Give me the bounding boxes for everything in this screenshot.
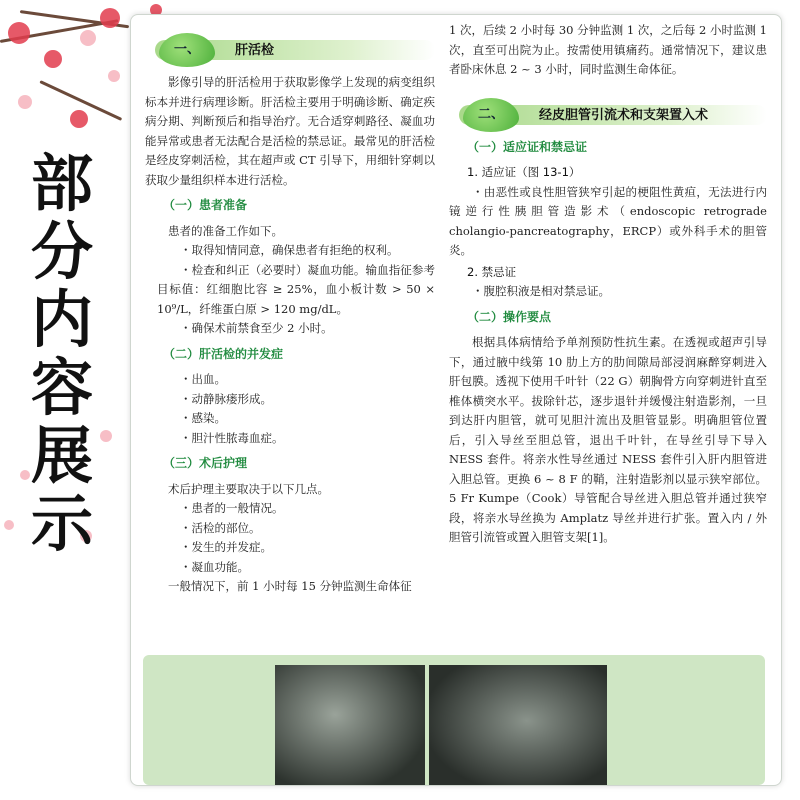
blossom <box>18 95 32 109</box>
list-item: ・检查和纠正（必要时）凝血功能。输血指征参考目标值：红细胞比容 ≥ 25%，血小板计数 > 50 × 10⁹/L，纤维蛋白原 > 120 mg/dL。 <box>157 262 435 316</box>
section-number: 一、 <box>159 33 215 67</box>
vertical-banner <box>22 147 102 560</box>
subheading-complications: （二）肝活检的并发症 <box>163 346 284 361</box>
subheading-post-care: （三）术后护理 <box>163 456 248 470</box>
continued-paragraph: 1 次，后续 2 小时每 30 分钟监测 1 次，之后每 2 小时监测 1 次，直至可出院为止。按需使用镇痛药。通常情况下，建议患者卧床休息 2 ~ 3 小时，同时监测生命体征。 <box>449 23 767 76</box>
section-heading-2 <box>449 98 767 128</box>
left-column <box>145 15 435 597</box>
post-intro: 术后护理主要取决于以下几点。 <box>168 481 329 496</box>
xray-image <box>275 665 425 786</box>
list-item: ・确保术前禁食至少 2 小时。 <box>180 321 333 335</box>
list-item: ・动静脉瘘形成。 <box>180 391 272 406</box>
prep-intro: 患者的准备工作如下。 <box>168 223 283 238</box>
banner-char: 示 <box>30 487 93 560</box>
list-item: ・感染。 <box>180 411 226 425</box>
list-item: ・活检的部位。 <box>180 520 261 535</box>
blossom <box>44 50 62 68</box>
right-column <box>449 21 767 548</box>
procedure-text: 根据具体病情给予单剂预防性抗生素。在透视或超声引导下，通过腋中线第 10 肋上方的肋间隙局部浸润麻醉穿刺进入肝包膜。透视下使用千叶针（22 G）朝胸骨方向穿刺进针直至椎体横突水平。拔除针芯，逐步退针并缓慢注射造影剂，一旦到达肝内胆管，就可见胆汁流出及胆管显影。明确胆管位置后，引入导丝至胆总管，退出千叶针，在导丝引导下导入 NESS 套件。将亲水性导丝通过 NESS 套件引入肝内胆管进入胆总管。更换 6 ~ 8 F 的鞘，注射造影剂以显示狭窄部位。5 Fr Kumpe（Cook）导管配合导丝进入胆总管并通过狭窄段，将亲水导丝换为 Amplatz 导丝并进行扩张。置入内 / 外胆管引流管或置入胆管支架[1]。 <box>449 335 767 544</box>
section-number: 二、 <box>463 98 519 132</box>
contraindications-text: ・腹腔积液是相对禁忌证。 <box>472 284 610 298</box>
subheading-patient-prep: （一）患者准备 <box>163 198 248 212</box>
banner-char: 内 <box>30 283 93 356</box>
list-item: ・出血。 <box>180 372 226 386</box>
blossom <box>70 110 88 128</box>
banner-char: 部 <box>30 147 93 220</box>
list-item: ・取得知情同意，确保患者有拒绝的权利。 <box>180 243 399 257</box>
list-item: ・发生的并发症。 <box>180 540 272 554</box>
post-end: 一般情况下，前 1 小时每 15 分钟监测生命体征 <box>168 579 412 593</box>
banner-char: 容 <box>30 351 93 424</box>
contraindications-heading: 2. 禁忌证 <box>467 264 517 279</box>
section-title: 经皮胆管引流术和支架置入术 <box>539 107 709 123</box>
blossom <box>4 520 14 530</box>
intro-paragraph: 影像引导的肝活检用于获取影像学上发现的病变组织标本并进行病理诊断。肝活检主要用于明确诊断、确定疾病分期、判断预后和指导治疗。无合适穿刺路径、凝血功能异常或患者无法配合是活检的禁忌证。最常见的肝活检是经皮穿刺活检，其在超声或 CT 引导下，用细针穿刺以获取少量组织样本进行活检。 <box>145 75 435 187</box>
book-page <box>130 14 782 786</box>
blossom <box>108 70 120 82</box>
banner-char: 分 <box>30 215 93 288</box>
figure-panel <box>143 655 765 785</box>
indications-heading: 1. 适应证（图 13-1） <box>467 165 581 179</box>
indications-text: ・由恶性或良性胆管狭窄引起的梗阻性黄疸，无法进行内镜逆行性胰胆管造影术（endoscopic retrograde cholangio-pancreatography，ERCP）或外科手术的胆管炎。 <box>449 184 767 257</box>
list-item: ・患者的一般情况。 <box>180 501 284 515</box>
list-item: ・凝血功能。 <box>180 559 249 574</box>
blossom <box>8 22 30 44</box>
list-item: ・胆汁性脓毒血症。 <box>180 430 284 445</box>
blossom <box>80 30 96 46</box>
subheading-indications: （一）适应证和禁忌证 <box>467 139 588 154</box>
section-heading-1 <box>145 33 435 63</box>
subheading-procedure: （二）操作要点 <box>467 309 552 324</box>
xray-image <box>429 665 607 786</box>
blossom <box>100 8 120 28</box>
section-title: 肝活检 <box>235 43 275 58</box>
banner-char: 展 <box>30 419 93 492</box>
